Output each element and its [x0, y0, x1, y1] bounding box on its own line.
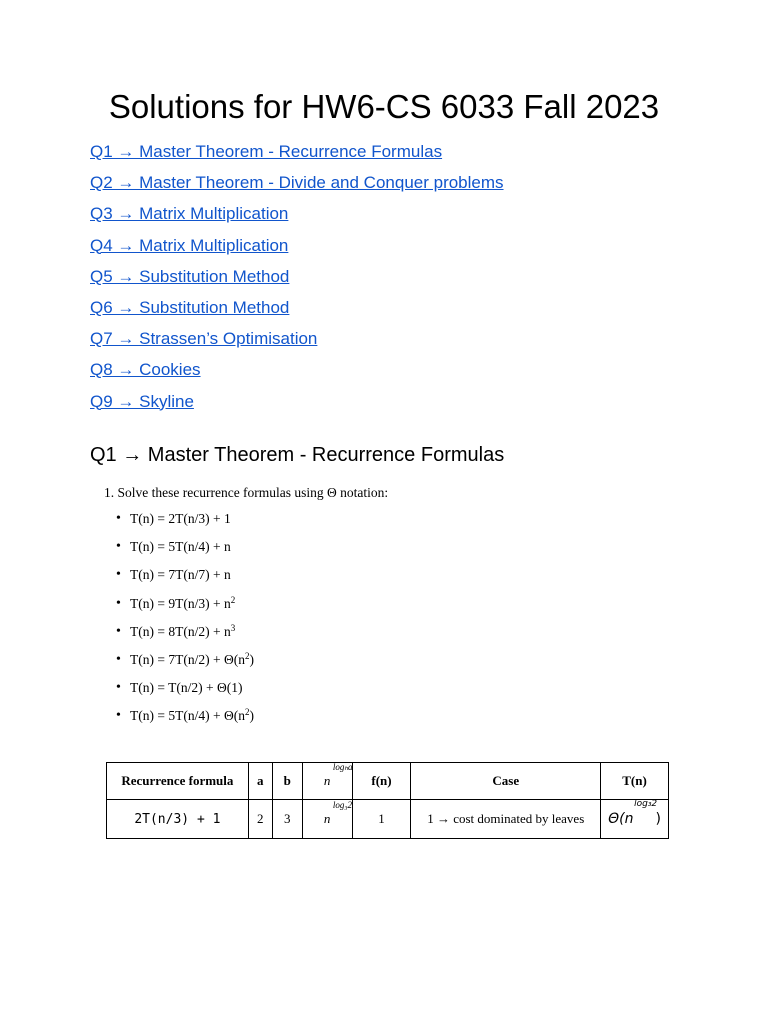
section-heading-q1: Q1 → Master Theorem - Recurrence Formulas — [90, 444, 505, 466]
header-a: a — [248, 763, 272, 800]
toc-link-q2[interactable]: Q2 → Master Theorem - Divide and Conquer problems — [90, 173, 504, 193]
recurrence-rhs: 7T(n/7) + n — [168, 567, 231, 583]
recurrence-tail: ) — [249, 708, 254, 724]
recurrence-rhs: 5T(n/4) + Θ(n — [168, 708, 245, 724]
toc-link-q1[interactable]: Q1 → Master Theorem - Recurrence Formulas — [90, 142, 443, 161]
recurrence-lhs: T(n) — [130, 511, 154, 526]
cell-case: 1 → cost dominated by leaves — [411, 800, 601, 839]
recurrence-lhs: T(n) — [130, 595, 154, 611]
recurrence-exponent: 3 — [230, 622, 236, 633]
cell-recurrence-formula: 2T(n/3) + 1 — [107, 800, 249, 839]
toc-item — [90, 202, 504, 233]
page-title: Solutions for HW6-CS 6033 Fall 2023 — [108, 88, 660, 125]
recurrence-exponent: 2 — [244, 650, 250, 661]
header-t-n: T(n) — [601, 763, 669, 800]
table-row — [107, 800, 669, 839]
recurrence-rhs: 2T(n/3) + 1 — [168, 511, 231, 526]
toc-item — [90, 390, 504, 421]
toc-item — [90, 296, 504, 327]
recurrence-item: • $T(n) = 9T(n/3) + n^2$ — [130, 596, 704, 624]
recurrence-item: • $T(n) = 5T(n/4) + \Theta(n^2)$ — [130, 708, 704, 736]
cell-n-log — [302, 800, 352, 839]
n-log-expression — [323, 800, 353, 827]
toc-item — [90, 358, 504, 389]
n-symbol: n — [323, 773, 331, 788]
header-n-log — [302, 763, 352, 800]
table-header-row — [107, 763, 669, 800]
cell-f-n: 1 — [352, 800, 411, 839]
toc-item — [90, 265, 504, 296]
toc-item — [90, 140, 504, 171]
recurrence-tail: ) — [249, 651, 254, 667]
recurrence-lhs: T(n) — [130, 708, 154, 724]
toc-item — [90, 171, 504, 202]
problem-block — [104, 485, 704, 737]
header-recurrence-formula: Recurrence formula — [107, 763, 249, 800]
recurrence-rhs: T(n/2) + Θ(1) — [168, 680, 243, 696]
recurrence-item: • T(n) = 7T(n/7) + n — [130, 567, 704, 595]
cell-a: 2 — [248, 800, 272, 839]
n-log-base-a-expression — [323, 762, 353, 789]
log-exponent: logₕa — [332, 762, 353, 772]
toc-item — [90, 327, 504, 358]
cell-t-n — [601, 800, 669, 839]
recurrence-rhs: 9T(n/3) + n — [168, 595, 231, 611]
cell-b: 3 — [272, 800, 302, 839]
theta-base: Θ(n — [608, 811, 634, 827]
recurrence-rhs: 5T(n/4) + n — [168, 539, 231, 555]
log-exponent: log₃2 — [332, 800, 353, 810]
recurrence-lhs: T(n) — [130, 651, 154, 667]
recurrence-item: • T(n) = T(n/2) + Θ(1) — [130, 680, 704, 708]
table-of-contents — [90, 140, 504, 421]
recurrence-lhs: T(n) — [130, 623, 154, 639]
recurrence-item: • T(n) = 5T(n/4) + n — [130, 539, 704, 567]
recurrence-item: • $T(n) = 7T(n/2) + \Theta(n^2)$ — [130, 652, 704, 680]
toc-item — [90, 234, 504, 265]
theta-close: ) — [655, 811, 661, 827]
recurrence-exponent: 2 — [244, 707, 250, 718]
recurrence-item: • $T(n) = 8T(n/2) + n^3$ — [130, 624, 704, 652]
toc-link-q4[interactable]: Q4 → Matrix Multiplication — [90, 235, 289, 255]
header-case: Case — [411, 763, 601, 800]
n-symbol: n — [323, 811, 331, 826]
recurrence-lhs: T(n) — [130, 539, 154, 555]
recurrence-rhs: 7T(n/2) + Θ(n — [168, 651, 245, 667]
recurrence-rhs: 8T(n/2) + n — [168, 623, 231, 639]
recurrence-lhs: T(n) — [130, 680, 154, 696]
toc-link-q6[interactable]: Q6 → Substitution Method — [90, 297, 290, 317]
recurrence-list — [104, 511, 704, 737]
toc-link-q5[interactable]: Q5 → Substitution Method — [90, 266, 290, 286]
problem-statement: 1. Solve these recurrence formulas using Θ notation: — [104, 485, 389, 500]
recurrence-exponent: 2 — [230, 594, 236, 605]
header-b: b — [272, 763, 302, 800]
toc-link-q9[interactable]: Q9 → Skyline — [90, 391, 194, 411]
toc-link-q3[interactable]: Q3 → Matrix Multiplication — [90, 204, 289, 224]
toc-link-q7[interactable]: Q7 → Strassen’s Optimisation — [90, 329, 318, 349]
header-f-n: f(n) — [352, 763, 411, 800]
theta-exponent: log₃2 — [634, 799, 658, 809]
toc-link-q8[interactable]: Q8 → Cookies — [90, 360, 201, 380]
recurrence-lhs: T(n) — [130, 567, 154, 583]
theta-expression — [608, 799, 658, 827]
master-theorem-table — [106, 762, 669, 839]
recurrence-item: • T(n) = 2T(n/3) + 1 — [130, 511, 704, 539]
